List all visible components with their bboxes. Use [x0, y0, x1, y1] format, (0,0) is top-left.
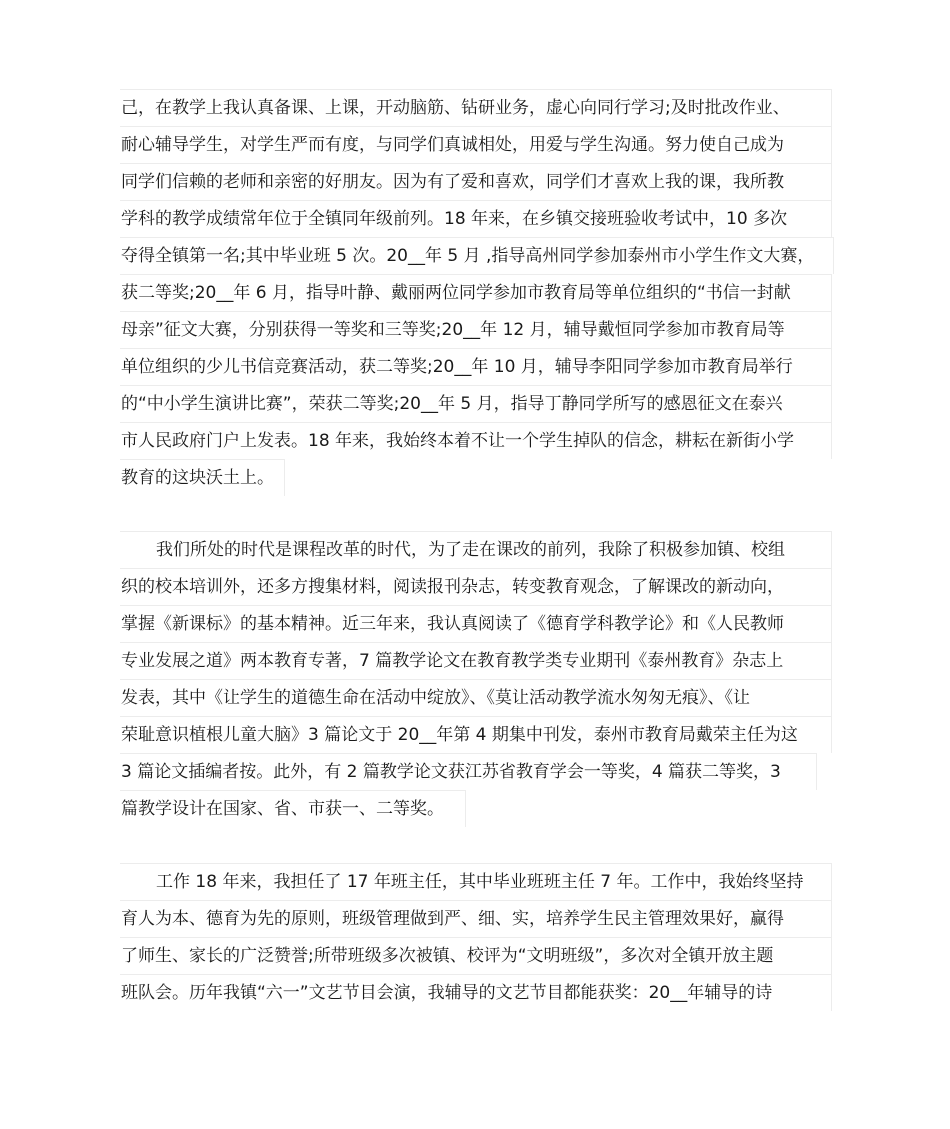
paragraph-line: 己，在教学上我认真备课、上课，开动脑筋、钻研业务，虚心向同行学习;及时批改作业、 [120, 89, 832, 126]
paragraph-line: 母亲”征文大赛，分别获得一等奖和三等奖;20__年 12 月，辅导戴恒同学参加市教育局等 [120, 311, 832, 348]
paragraph-line: 单位组织的少儿书信竞赛活动，获二等奖;20__年 10 月，辅导李阳同学参加市教育局举行 [120, 348, 832, 385]
paragraph-line: 夺得全镇第一名;其中毕业班 5 次。20__年 5 月 ,指导高州同学参加泰州市小学生作文大赛， [120, 237, 834, 274]
paragraph-line: 荣耻意识植根儿童大脑》3 篇论文于 20__年第 4 期集中刊发，泰州市教育局戴荣主任为这 [120, 716, 832, 753]
paragraph-line: 3 篇论文插编者按。此外，有 2 篇教学论文获江苏省教育学会一等奖，4 篇获二等奖，3 [120, 753, 817, 790]
paragraph-line: 的“中小学生演讲比赛”，荣获二等奖;20__年 5 月，指导丁静同学所写的感恩征文在泰兴 [120, 385, 832, 422]
paragraph-line: 学科的教学成绩常年位于全镇同年级前列。18 年来，在乡镇交接班验收考试中，10 多次 [120, 200, 832, 237]
paragraph-line: 专业发展之道》两本教育专著，7 篇教学论文在教育教学类专业期刊《泰州教育》杂志上 [120, 642, 832, 679]
paragraph-line: 市人民政府门户上发表。18 年来，我始终本着不让一个学生掉队的信念，耕耘在新街小学 [120, 422, 832, 459]
paragraph-line: 工作 18 年来，我担任了 17 年班主任，其中毕业班班主任 7 年。工作中，我始终坚持 [120, 863, 832, 900]
paragraph-line: 耐心辅导学生，对学生严而有度，与同学们真诚相处，用爱与学生沟通。努力使自己成为 [120, 126, 832, 163]
paragraph-line: 了师生、家长的广泛赞誉;所带班级多次被镇、校评为“文明班级”，多次对全镇开放主题 [120, 937, 832, 974]
paragraph-line: 教育的这块沃土上。 [120, 459, 285, 496]
paragraph-line: 育人为本、德育为先的原则，班级管理做到严、细、实，培养学生民主管理效果好，赢得 [120, 900, 832, 937]
paragraph-line: 发表，其中《让学生的道德生命在活动中绽放》、《莫让活动教学流水匆匆无痕》、《让 [120, 679, 832, 716]
paragraph-line: 掌握《新课标》的基本精神。近三年来，我认真阅读了《德育学科教学论》和《人民教师 [120, 605, 832, 642]
paragraph-line: 同学们信赖的老师和亲密的好朋友。因为有了爱和喜欢，同学们才喜欢上我的课，我所教 [120, 163, 832, 200]
paragraph-line: 我们所处的时代是课程改革的时代，为了走在课改的前列，我除了积极参加镇、校组 [120, 531, 832, 568]
paragraph-line: 篇教学设计在国家、省、市获一、二等奖。 [120, 790, 466, 827]
paragraph-line: 获二等奖;20__年 6 月，指导叶静、戴丽两位同学参加市教育局等单位组织的“书信一封献 [120, 274, 832, 311]
paragraph-line: 织的校本培训外，还多方搜集材料，阅读报刊杂志，转变教育观念，了解课改的新动向， [120, 568, 832, 605]
paragraph-line: 班队会。历年我镇“六一”文艺节目会演，我辅导的文艺节目都能获奖：20__年辅导的诗 [120, 974, 832, 1011]
